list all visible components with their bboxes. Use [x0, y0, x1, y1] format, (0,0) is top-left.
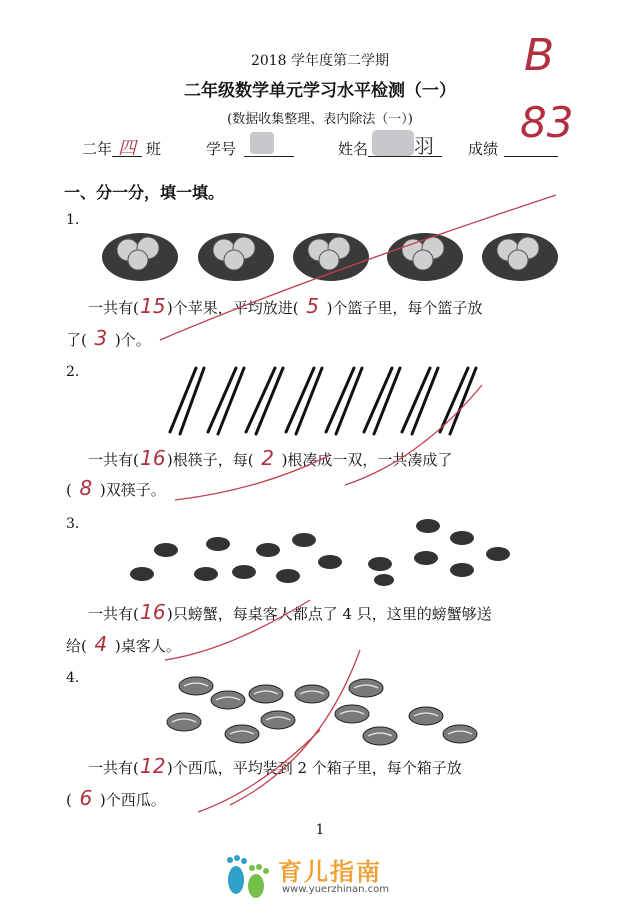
text-part: )桌客人。: [114, 637, 181, 655]
chopstick-pair: [286, 368, 322, 434]
answer-field[interactable]: 12: [140, 754, 166, 778]
answer-field[interactable]: 16: [140, 446, 166, 470]
text-part: )个西瓜。: [99, 791, 166, 809]
chopstick-pair: [364, 368, 400, 434]
answer-field[interactable]: 3: [94, 326, 108, 350]
page-number: 1: [315, 822, 325, 838]
score-label: 成绩: [468, 140, 499, 158]
text-part: )双筷子。: [99, 481, 166, 499]
section-heading: 一、分一分，填一填。: [64, 183, 225, 202]
redacted-number: [250, 132, 274, 154]
watermark-url[interactable]: www.yuerzhinan.com: [282, 884, 390, 895]
question-number: 1.: [66, 212, 80, 228]
page-subtitle: (数据收集整理、表内除法（一）): [227, 112, 413, 127]
chopstick-pair: [208, 368, 244, 434]
answer-field[interactable]: 5: [306, 294, 319, 318]
basket-3: [293, 233, 369, 281]
grade-mark: B: [524, 30, 555, 81]
question-text-line1: [88, 752, 462, 782]
text-part: )个苹果，平均放进(: [166, 299, 299, 317]
class-value: 四: [118, 138, 136, 159]
apple-basket-icon: [0, 212, 640, 292]
basket-4: [387, 233, 463, 281]
chopstick-pair: [170, 368, 204, 434]
chopstick-pair: [402, 368, 438, 434]
text-part: )根凑成一双，一共凑成了: [281, 451, 453, 469]
number-blank[interactable]: [244, 156, 294, 157]
number-label: 学号: [206, 140, 237, 158]
crab-icon: [0, 514, 640, 594]
text-part: )只螃蟹，每桌客人都点了 4 只，这里的螃蟹够送: [166, 605, 492, 623]
text-part: 一共有(: [88, 299, 139, 317]
name-blank[interactable]: [368, 156, 442, 157]
class-blank[interactable]: [112, 156, 142, 157]
basket-5: [482, 233, 558, 281]
text-part: 了(: [66, 331, 87, 349]
text-part: )个西瓜，平均装到 2 个箱子里，每个箱子放: [166, 759, 462, 777]
class-label: 班: [146, 140, 162, 158]
watermark-text: 育儿指南: [278, 858, 382, 886]
basket-2: [198, 233, 274, 281]
answer-field[interactable]: 8: [79, 476, 93, 500]
answer-field[interactable]: 16: [140, 600, 166, 624]
basket-1: [102, 233, 178, 281]
answer-field[interactable]: 6: [79, 786, 93, 810]
answer-field[interactable]: 4: [94, 632, 108, 656]
score-mark: 83: [520, 98, 574, 147]
question-text-line2: [66, 630, 181, 660]
chopsticks-icon: [0, 362, 640, 442]
grade-label: 二年: [82, 140, 113, 158]
text-part: 一共有(: [88, 451, 139, 469]
answer-field[interactable]: 15: [140, 294, 166, 318]
text-part: (: [66, 481, 72, 499]
question-text-line1: [88, 444, 452, 474]
text-part: )根筷子，每(: [166, 451, 254, 469]
name-partial: 羽: [414, 134, 434, 158]
text-part: (: [66, 791, 72, 809]
text-part: )个篮子里，每个篮子放: [326, 299, 483, 317]
question-number: 2.: [66, 364, 80, 380]
text-part: 一共有(: [88, 759, 139, 777]
chopstick-pair: [326, 368, 362, 434]
page-title: 二年级数学单元学习水平检测（一）: [184, 81, 456, 101]
text-part: 一共有(: [88, 605, 139, 623]
question-number: 3.: [66, 516, 80, 532]
chopstick-pair: [440, 368, 476, 434]
question-text-line2: [66, 324, 151, 354]
watermelon-icon: [0, 672, 640, 752]
term-label: 2018 学年度第二学期: [250, 53, 390, 69]
text-part: )个。: [114, 331, 151, 349]
question-text-line1: [88, 292, 482, 322]
redacted-name: [372, 130, 414, 156]
name-label: 姓名: [338, 140, 369, 158]
question-number: 4.: [66, 670, 80, 686]
answer-field[interactable]: 2: [261, 446, 274, 470]
score-blank[interactable]: [504, 156, 558, 157]
chopstick-pair: [246, 368, 283, 434]
question-text-line1: [88, 598, 492, 628]
question-text-line2: [66, 474, 166, 504]
question-text-line2: [66, 784, 166, 814]
text-part: 给(: [66, 637, 87, 655]
footprint-icon: [222, 850, 272, 900]
